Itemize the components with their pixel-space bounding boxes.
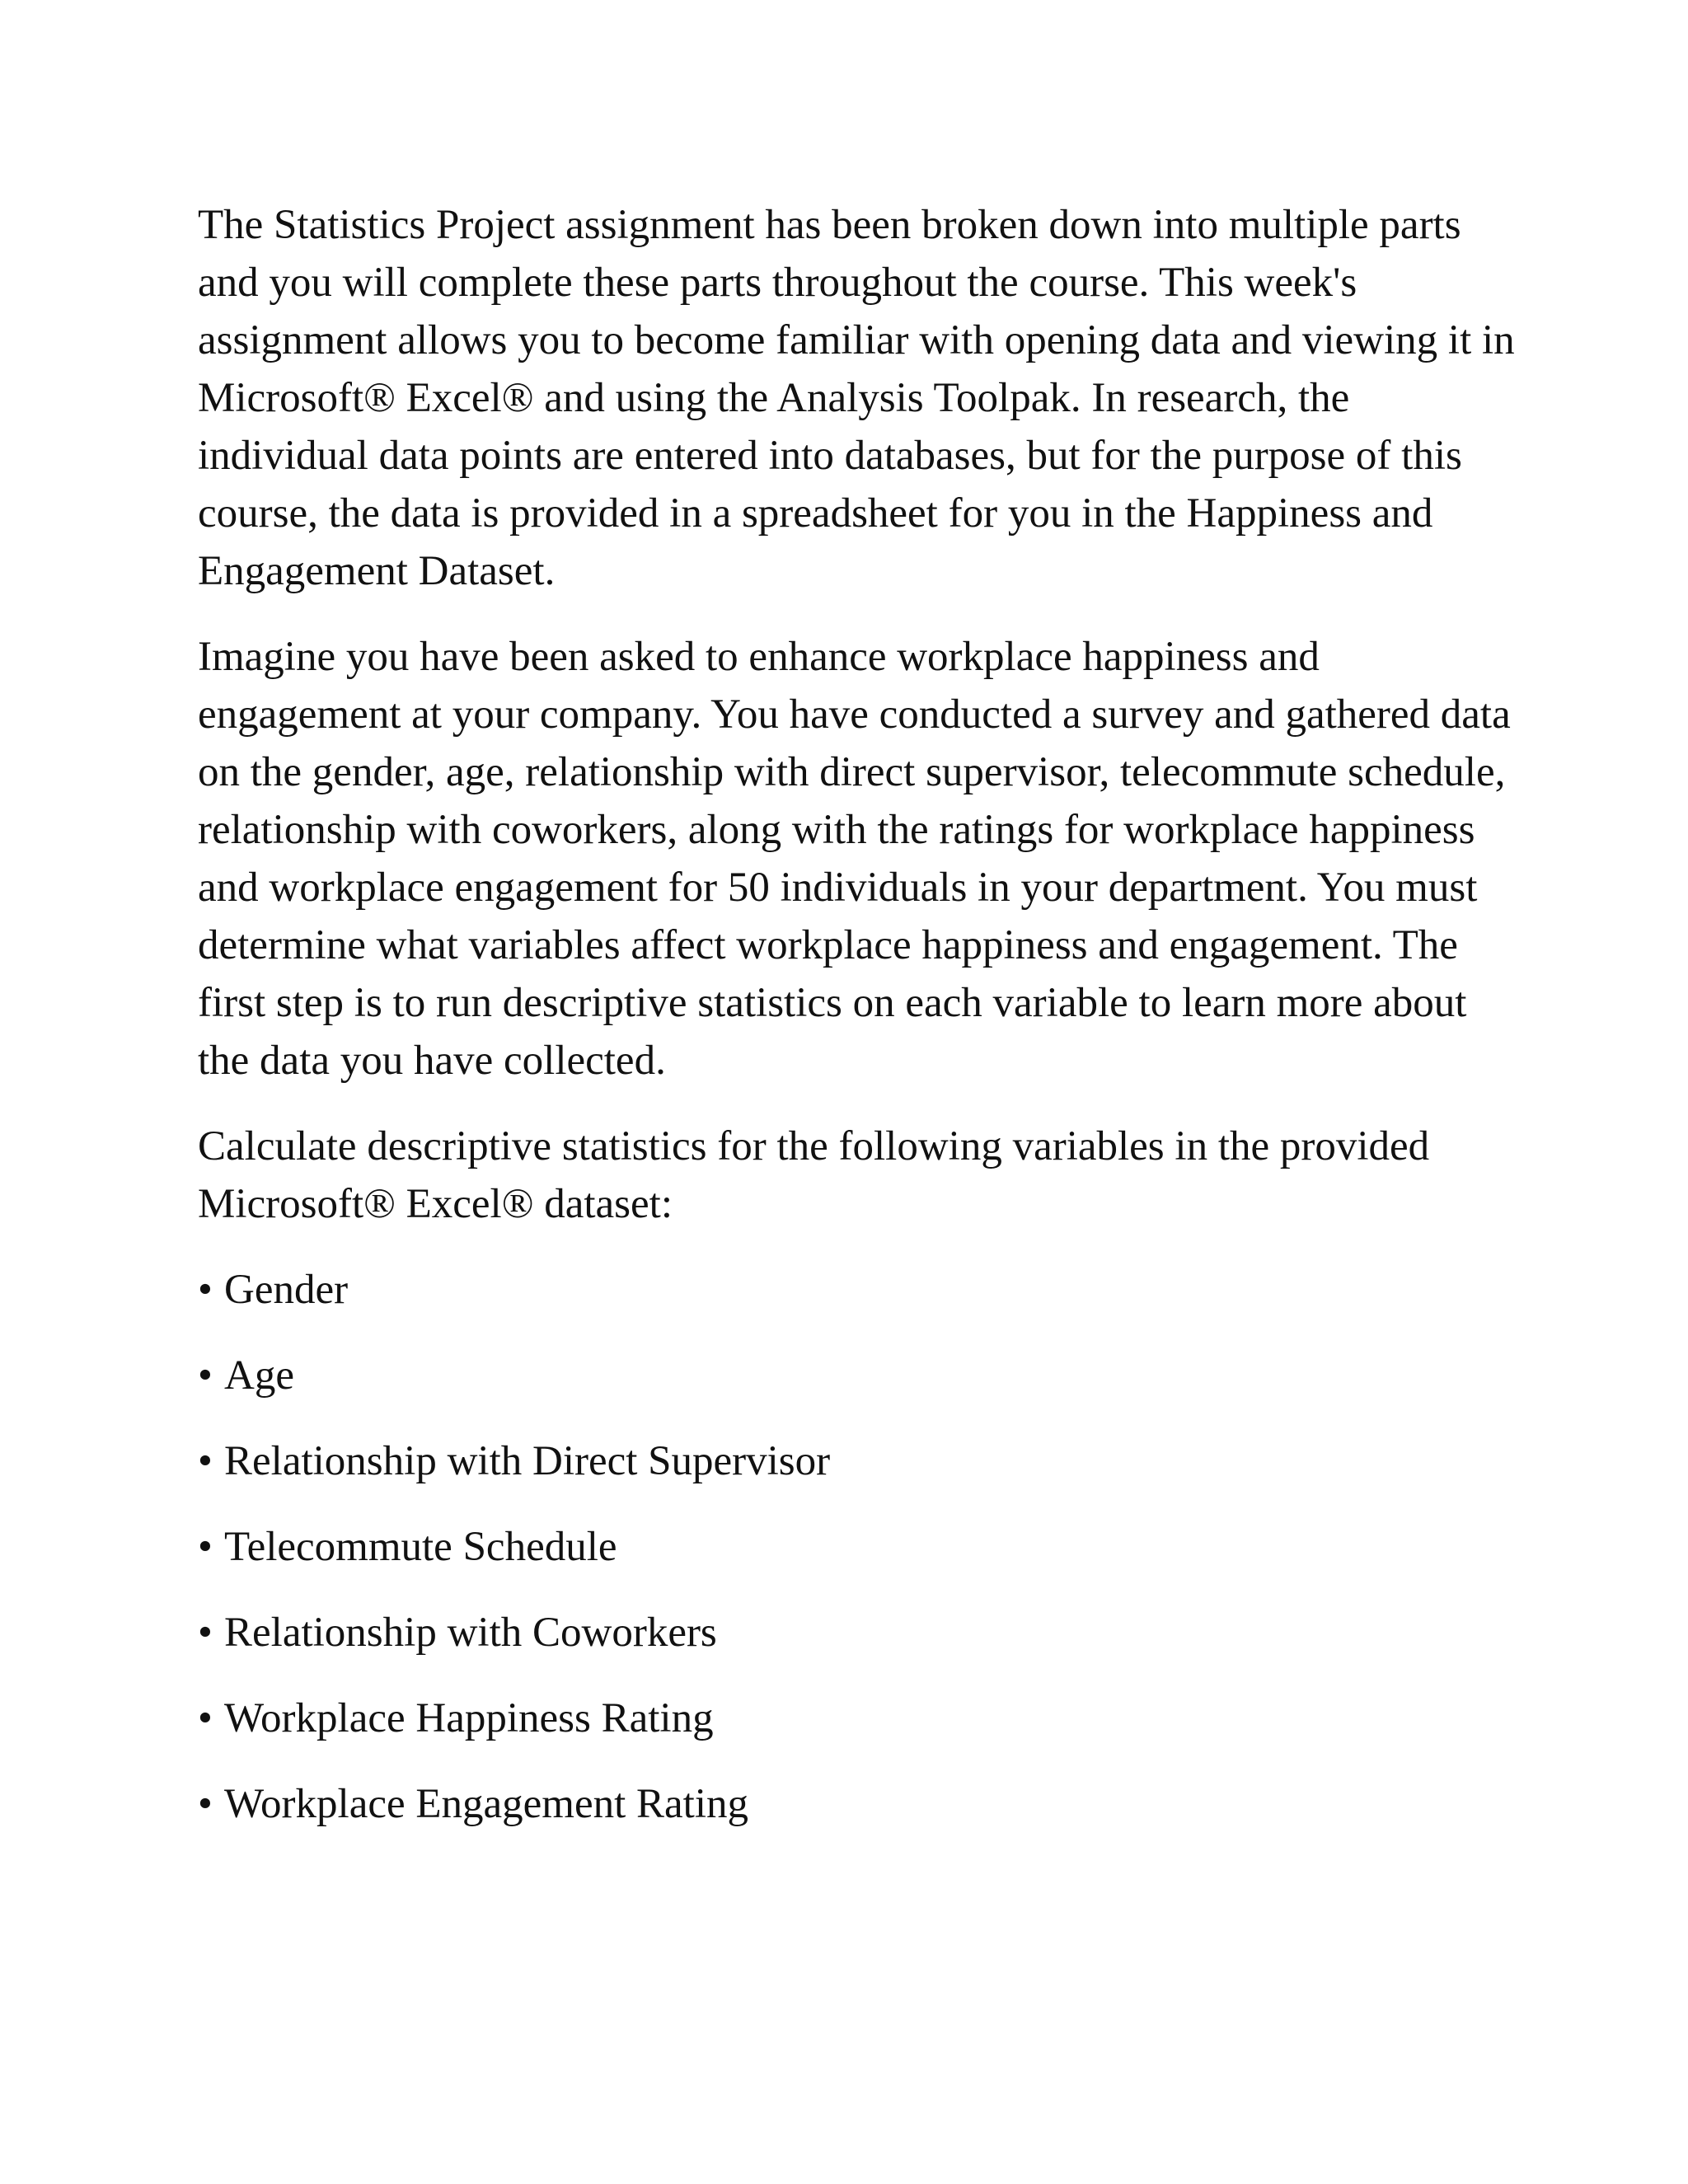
bullet-icon: •: [198, 1438, 213, 1484]
paragraph-scenario: Imagine you have been asked to enhance workplace happiness and engagement at your company. You have conducted a survey and gathered data on the gender, age, relationship with direct supervisor, telecommute schedule, relationship with coworkers, along with the ratings for workplace happiness and workplace engagement for 50 individuals in your department. You must determine what variables affect workplace happiness and engagement. The first step is to run descriptive statistics on each variable to learn more about the data you have collected.: [198, 634, 1511, 1084]
variable-list: [198, 1261, 1525, 1833]
list-item: [198, 1347, 1525, 1404]
list-item: [198, 1775, 1525, 1833]
bullet-icon: •: [198, 1781, 213, 1827]
list-item-label: Workplace Engagement Rating: [224, 1781, 749, 1827]
bullet-icon: •: [198, 1267, 213, 1313]
list-item-label: Telecommute Schedule: [224, 1524, 617, 1570]
bullet-icon: •: [198, 1695, 213, 1741]
list-item-label: Relationship with Direct Supervisor: [224, 1438, 831, 1484]
bullet-icon: •: [198, 1610, 213, 1656]
paragraph-intro: The Statistics Project assignment has been broken down into multiple parts and you will complete these parts throughout the course. This week's assignment allows you to become familiar with opening data and viewing it in Microsoft® Excel® and using the Analysis Toolpak. In research, the individual data points are entered into databases, but for the purpose of this course, the data is provided in a spreadsheet for you in the Happiness and Engagement Dataset.: [198, 202, 1515, 594]
list-item-label: Gender: [224, 1267, 349, 1313]
bullet-icon: •: [198, 1524, 213, 1570]
list-item: [198, 1690, 1525, 1747]
list-item-label: Workplace Happiness Rating: [224, 1695, 714, 1741]
paragraph-instructions: Calculate descriptive statistics for the following variables in the provided Microsoft® Excel® dataset:: [198, 1123, 1430, 1227]
list-item: [198, 1261, 1525, 1319]
list-item-label: Relationship with Coworkers: [224, 1610, 717, 1656]
document-body: [198, 196, 1525, 1861]
list-item: [198, 1432, 1525, 1490]
bullet-icon: •: [198, 1352, 213, 1399]
list-item-label: Age: [224, 1352, 294, 1399]
list-item: [198, 1604, 1525, 1661]
list-item: [198, 1518, 1525, 1576]
